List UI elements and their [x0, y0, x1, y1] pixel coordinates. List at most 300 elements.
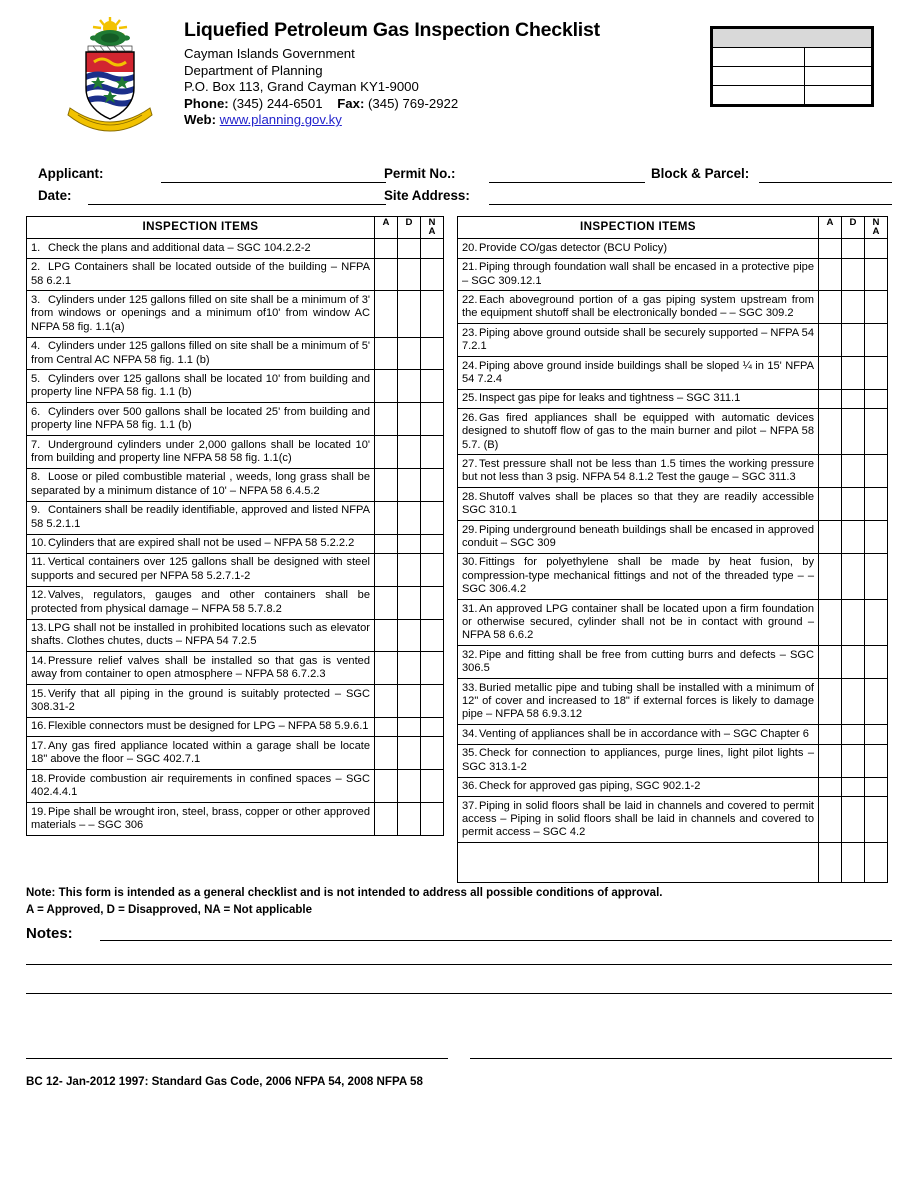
checkbox-not-applicable[interactable] [865, 389, 888, 408]
checkbox-approved[interactable] [819, 777, 842, 796]
checklist-item-text [27, 652, 375, 685]
table-row [458, 389, 888, 408]
checklist-item-label: LPG Containers shall be located outside of the building – NFPA 58 6.2.1 [31, 261, 370, 287]
checkbox-not-applicable[interactable] [865, 409, 888, 455]
checklist-item-text [27, 685, 375, 718]
checkbox-approved[interactable] [819, 843, 842, 883]
checkbox-approved[interactable] [819, 521, 842, 554]
checkbox-disapproved[interactable] [398, 685, 421, 718]
checklist-item-label: Inspect gas pipe for leaks and tightness – SGC 311.1 [479, 392, 741, 405]
checkbox-approved[interactable] [375, 403, 398, 436]
table-row [27, 586, 444, 619]
checkbox-not-applicable[interactable] [865, 679, 888, 725]
checkbox-approved[interactable] [375, 770, 398, 803]
checkbox-not-applicable[interactable] [421, 619, 444, 652]
checkbox-not-applicable[interactable] [865, 553, 888, 599]
checklist-item-text [458, 646, 819, 679]
applicant-input[interactable] [161, 182, 386, 183]
checkbox-disapproved[interactable] [842, 239, 865, 258]
column-header-not-applicable [421, 217, 444, 239]
checklist-item-label: Piping through foundation wall shall be encased in a protective pipe – SGC 309.12.1 [462, 261, 814, 287]
checkbox-not-applicable[interactable] [865, 357, 888, 390]
table-row [27, 239, 444, 258]
checkbox-not-applicable[interactable] [865, 488, 888, 521]
checkbox-not-applicable[interactable] [865, 521, 888, 554]
checklist-item-number: 27. [462, 457, 478, 470]
table-row [458, 797, 888, 843]
legend-note: A = Approved, D = Disapproved, NA = Not applicable [26, 904, 312, 917]
table-row [458, 600, 888, 646]
checklist-item-number: 22. [462, 293, 478, 306]
checklist-item-number: 29. [462, 523, 478, 536]
table-row [27, 770, 444, 803]
checklist-item-text [27, 337, 375, 370]
website-link[interactable]: www.planning.gov.ky [219, 112, 342, 128]
checkbox-not-applicable[interactable] [421, 501, 444, 534]
checkbox-disapproved[interactable] [842, 679, 865, 725]
checklist-item-label: Piping above ground inside buildings shall be sloped ¼ in 15' NFPA 54 7.2.4 [462, 359, 814, 385]
checkbox-approved[interactable] [375, 717, 398, 736]
table-row [458, 744, 888, 777]
checklist-item-label: Containers shall be readily identifiable, approved and listed NFPA 58 5.2.1.1 [31, 504, 370, 530]
checkbox-not-applicable[interactable] [421, 337, 444, 370]
checkbox-disapproved[interactable] [398, 370, 421, 403]
column-header-disapproved: D [842, 217, 865, 239]
checkbox-not-applicable[interactable] [421, 717, 444, 736]
checkbox-not-applicable[interactable] [421, 291, 444, 337]
checkbox-approved[interactable] [819, 409, 842, 455]
checklist-item-text [458, 258, 819, 291]
table-row [458, 239, 888, 258]
checkbox-approved[interactable] [375, 553, 398, 586]
checkbox-approved[interactable] [375, 586, 398, 619]
checkbox-approved[interactable] [819, 553, 842, 599]
checklist-item-label: Valves, regulators, gauges and other containers shall be protected from physical damage – NFPA 58 5.7.8.2 [31, 589, 370, 615]
result-of-inspection-box [710, 26, 874, 107]
na-top: N [428, 217, 436, 228]
checklist-item-number: 26. [462, 411, 478, 424]
notes-section [26, 924, 892, 994]
checklist-item-text [27, 770, 375, 803]
checkbox-disapproved[interactable] [842, 744, 865, 777]
checklist-item-label: Check for connection to appliances, purge lines, light pilot lights – SGC 313.1-2 [462, 747, 814, 773]
column-header-not-applicable [865, 217, 888, 239]
table-header-row [27, 217, 444, 239]
disclaimer-note: Note: This form is intended as a general checklist and is not intended to address all possible conditions of approval. [26, 887, 663, 900]
na-bottom: A [428, 225, 436, 237]
checkbox-not-applicable[interactable] [421, 770, 444, 803]
notes-label: Notes: [26, 925, 73, 943]
department-name: Department of Planning [184, 62, 323, 78]
checkbox-approved[interactable] [375, 239, 398, 258]
checklist-item-number: 36. [462, 780, 478, 793]
checkbox-not-applicable[interactable] [865, 744, 888, 777]
checklist-item-label: Cylinders under 125 gallons filled on site shall be a minimum of 5' from Central AC NFPA 58 fig. 1.1 (b) [31, 340, 370, 366]
table-row [458, 324, 888, 357]
checkbox-not-applicable[interactable] [421, 239, 444, 258]
table-row [458, 291, 888, 324]
checkbox-disapproved[interactable] [842, 291, 865, 324]
table-row [27, 258, 444, 291]
checklist-item-text [27, 586, 375, 619]
checklist-item-label: Gas fired appliances shall be equipped with automatic devices designed to shutoff flow of gas to the main burner and pilot – NFPA 58 5.7. (B) [462, 411, 814, 451]
checklist-item-label: Loose or piled combustible material , weeds, long grass shall be separated by a minimum distance of 10' – NFPA 58 6.4.5.2 [31, 471, 370, 497]
result-label-partial-pass [713, 86, 805, 105]
checkbox-disapproved[interactable] [398, 501, 421, 534]
checklist-table-left [26, 216, 444, 836]
checklist-item-text [458, 777, 819, 796]
checkbox-not-applicable[interactable] [865, 258, 888, 291]
table-row [27, 370, 444, 403]
checkbox-approved[interactable] [375, 803, 398, 836]
checkbox-disapproved[interactable] [398, 619, 421, 652]
checklist-item-label: Check for approved gas piping, SGC 902.1-2 [479, 780, 701, 793]
checklist-item-text [27, 436, 375, 469]
result-row-partial-pass [713, 86, 872, 105]
checklist-item-text [458, 324, 819, 357]
checklist-item-label: Venting of appliances shall be in accordance with – SGC Chapter 6 [479, 727, 809, 740]
permit-no-input[interactable] [489, 182, 645, 183]
checklist-item-number: 4. [31, 340, 41, 353]
table-row [27, 737, 444, 770]
table-row [458, 553, 888, 599]
checklist-item-number: 35. [462, 747, 478, 760]
checkbox-approved[interactable] [375, 501, 398, 534]
checklist-item-number: 17. [31, 739, 47, 752]
checkbox-approved[interactable] [375, 652, 398, 685]
checkbox-not-applicable[interactable] [421, 685, 444, 718]
checkbox-not-applicable[interactable] [421, 436, 444, 469]
column-header-items: INSPECTION ITEMS [27, 217, 375, 239]
column-header-disapproved: D [398, 217, 421, 239]
checkbox-not-applicable[interactable] [865, 239, 888, 258]
checkbox-not-applicable[interactable] [421, 553, 444, 586]
checklist-item-label: Pipe shall be wrought iron, steel, brass, copper or other approved materials – – SGC 306 [31, 805, 370, 831]
checkbox-disapproved[interactable] [398, 468, 421, 501]
checklist-item-text [27, 501, 375, 534]
checkbox-disapproved[interactable] [398, 652, 421, 685]
checkbox-approved[interactable] [819, 258, 842, 291]
checkbox-approved[interactable] [375, 436, 398, 469]
checkbox-disapproved[interactable] [842, 409, 865, 455]
checkbox-disapproved[interactable] [842, 357, 865, 390]
checklist-item-number: 33. [462, 681, 478, 694]
table-row [458, 725, 888, 744]
checklist-column-left [26, 216, 444, 836]
checkbox-not-applicable[interactable] [865, 600, 888, 646]
checklist-item-label: Buried metallic pipe and tubing shall be installed with a minimum of 12" of cover and increased to 18" if external forces is likely to damage pipe – NFPA 58 6.9.3.12 [462, 681, 814, 721]
fax-number: (345) 769-2922 [368, 95, 459, 111]
signature-lines [26, 1058, 892, 1059]
checklist-item-number: 32. [462, 648, 478, 661]
table-row [458, 455, 888, 488]
checklist-item-number: 7. [31, 438, 41, 451]
permit-no-label: Permit No.: [384, 166, 456, 181]
checkbox-disapproved[interactable] [398, 534, 421, 553]
checklist-item-number: 23. [462, 326, 478, 339]
checklist-item-number: 6. [31, 405, 41, 418]
notes-input-1[interactable] [100, 940, 892, 941]
result-row-failed [713, 67, 872, 86]
checklist-item-text [458, 357, 819, 390]
checklist-item-label: Piping underground beneath buildings shall be encased in approved conduit – SGC 309 [462, 523, 814, 549]
checkbox-disapproved[interactable] [842, 600, 865, 646]
checklist-table-right [457, 216, 888, 883]
table-row [458, 258, 888, 291]
checkbox-approved[interactable] [375, 258, 398, 291]
checkbox-disapproved[interactable] [842, 725, 865, 744]
checklist-item-label: Cylinders over 500 gallons shall be located 25' from building and property line NFPA 58 fig. 1.1 (b) [31, 405, 370, 432]
checklist-item-label: Any gas fired appliance located within a garage shall be locate 18" above the floor – SGC 402.7.1 [31, 739, 370, 766]
result-row-pass [713, 48, 872, 67]
checkbox-approved[interactable] [819, 600, 842, 646]
na-bottom: A [872, 225, 880, 237]
checkbox-disapproved[interactable] [398, 770, 421, 803]
checklist-item-text [27, 468, 375, 501]
date-input[interactable] [88, 204, 386, 205]
column-header-approved: A [375, 217, 398, 239]
phone-label: Phone: [184, 95, 229, 111]
checkbox-disapproved[interactable] [398, 803, 421, 836]
checkbox-approved[interactable] [819, 725, 842, 744]
checklist-item-label: Cylinders under 125 gallons filled on site shall be a minimum of 3' from windows or openings and a minimum of10' from window AC NFPA 58 fig. 1.1(a) [31, 293, 370, 333]
checkbox-not-applicable[interactable] [865, 797, 888, 843]
result-label-failed [713, 67, 805, 86]
result-header-row [713, 29, 872, 48]
checkbox-disapproved[interactable] [842, 488, 865, 521]
checklist-item-number: 28. [462, 490, 478, 503]
checklist-item-number: 8. [31, 471, 41, 484]
checklist-item-label: Verify that all piping in the ground is suitably protected – SGC 308.31-2 [31, 687, 370, 714]
checkbox-approved[interactable] [375, 468, 398, 501]
column-header-approved: A [819, 217, 842, 239]
checklist-body-right [458, 239, 888, 883]
checkbox-disapproved[interactable] [398, 291, 421, 337]
checkbox-disapproved[interactable] [842, 389, 865, 408]
checkbox-disapproved[interactable] [842, 797, 865, 843]
date-label: Date: [38, 188, 72, 203]
table-row [27, 403, 444, 436]
checklist-item-number: 25. [462, 392, 478, 405]
checkbox-approved[interactable] [819, 455, 842, 488]
page-header [26, 0, 892, 158]
checklist-item-number: 15. [31, 687, 47, 700]
checkbox-disapproved[interactable] [842, 777, 865, 796]
table-row [458, 843, 888, 883]
checkbox-not-applicable[interactable] [421, 370, 444, 403]
column-header-items: INSPECTION ITEMS [458, 217, 819, 239]
checklist-item-label: Test pressure shall not be less than 1.5 times the working pressure but not less than 3 psig. NFPA 54 8.1.2 Test the gauge – SGC 311.3 [462, 457, 814, 484]
table-row [27, 803, 444, 836]
checkbox-approved[interactable] [819, 291, 842, 324]
checklist-item-text [458, 239, 819, 258]
table-row [458, 409, 888, 455]
checklist-item-label: Provide combustion air requirements in confined spaces – SGC 402.4.4.1 [31, 772, 370, 799]
table-row [27, 619, 444, 652]
checklist-item-label: An approved LPG container shall be located upon a firm foundation or otherwise secured, cylinder shall not be in contact with ground – NFPA 58 6.6.2 [462, 602, 814, 642]
checkbox-approved[interactable] [819, 239, 842, 258]
signature-line-left[interactable] [26, 1058, 448, 1059]
web-label: Web: [184, 112, 216, 128]
checkbox-not-applicable[interactable] [865, 455, 888, 488]
checkbox-not-applicable[interactable] [865, 291, 888, 324]
table-row [458, 357, 888, 390]
checkbox-not-applicable[interactable] [421, 803, 444, 836]
checkbox-not-applicable[interactable] [421, 403, 444, 436]
checklist-item-text [458, 600, 819, 646]
checkbox-disapproved[interactable] [842, 646, 865, 679]
result-heading [713, 29, 872, 48]
checkbox-disapproved[interactable] [842, 521, 865, 554]
checklist-item-number: 16. [31, 720, 47, 733]
checkbox-approved[interactable] [375, 291, 398, 337]
checkbox-approved[interactable] [819, 797, 842, 843]
checkbox-approved[interactable] [819, 744, 842, 777]
checkbox-approved[interactable] [375, 337, 398, 370]
table-row [27, 685, 444, 718]
site-address-label: Site Address: [384, 188, 470, 203]
checklist-item-label: Provide CO/gas detector (BCU Policy) [479, 241, 668, 254]
checkbox-approved[interactable] [375, 685, 398, 718]
checklist-item-text [27, 291, 375, 337]
checklist-columns [26, 216, 892, 883]
checkbox-approved[interactable] [375, 534, 398, 553]
checklist-item-number: 21. [462, 261, 478, 274]
checklist-item-label: Check the plans and additional data – SGC 104.2.2-2 [48, 241, 311, 254]
checklist-item-text [27, 803, 375, 836]
checklist-item-label: Pressure relief valves shall be installed so that gas is vented away from container to open atmosphere – NFPA 58 6.7.2.3 [31, 654, 370, 681]
block-parcel-input[interactable] [759, 182, 892, 183]
checklist-item-number: 31. [462, 602, 478, 615]
signature-line-right[interactable] [470, 1058, 892, 1059]
result-checkbox-failed[interactable] [805, 67, 872, 86]
checkbox-not-applicable[interactable] [421, 468, 444, 501]
checkbox-disapproved[interactable] [842, 324, 865, 357]
checkbox-not-applicable[interactable] [421, 586, 444, 619]
checklist-item-text [27, 737, 375, 770]
checkbox-disapproved[interactable] [842, 843, 865, 883]
checklist-item-text [458, 455, 819, 488]
checkbox-not-applicable[interactable] [421, 652, 444, 685]
checklist-item-label: Piping in solid floors shall be laid in channels and covered to permit access – Piping in solid floors shall be laid in channels and covered to permit access – SGC 4.2 [462, 799, 814, 839]
checklist-item-label: Underground cylinders under 2,000 gallons shall be located 10' from building and property line NFPA 58 58 fig. 1.1(c) [31, 438, 370, 464]
checkbox-approved[interactable] [375, 370, 398, 403]
checklist-item-text [27, 534, 375, 553]
checklist-item-text [27, 717, 375, 736]
na-top: N [872, 217, 880, 228]
checkbox-approved[interactable] [819, 389, 842, 408]
checklist-item-label: LPG shall not be installed in prohibited locations such as elevator shafts. Clothes chutes, ducts – NFPA 54 7.2.5 [31, 622, 370, 648]
checkbox-not-applicable[interactable] [865, 843, 888, 883]
checklist-body-left [27, 239, 444, 836]
checkbox-not-applicable[interactable] [865, 646, 888, 679]
checkbox-not-applicable[interactable] [421, 534, 444, 553]
checklist-item-number: 10. [31, 537, 47, 549]
organization-name: Cayman Islands Government [184, 46, 355, 62]
checkbox-disapproved[interactable] [842, 553, 865, 599]
checkbox-disapproved[interactable] [398, 553, 421, 586]
checkbox-approved[interactable] [375, 619, 398, 652]
checklist-item-text [458, 553, 819, 599]
checklist-item-text [27, 258, 375, 291]
checklist-item-number: 20. [462, 241, 478, 254]
notes-input-2[interactable] [26, 964, 892, 965]
table-header-row [458, 217, 888, 239]
table-row [27, 553, 444, 586]
checkbox-not-applicable[interactable] [865, 324, 888, 357]
checklist-item-label: Flexible connectors must be designed for LPG – NFPA 58 5.9.6.1 [48, 720, 369, 733]
checkbox-approved[interactable] [375, 737, 398, 770]
checklist-item-text [458, 291, 819, 324]
applicant-fields [26, 164, 892, 212]
checkbox-disapproved[interactable] [398, 436, 421, 469]
block-parcel-label: Block & Parcel: [651, 166, 750, 181]
checklist-item-number: 1. [31, 241, 41, 254]
checkbox-not-applicable[interactable] [865, 725, 888, 744]
table-row [27, 501, 444, 534]
result-checkbox-partial-pass[interactable] [805, 86, 872, 105]
notes-input-3[interactable] [26, 993, 892, 994]
checklist-item-text [458, 797, 819, 843]
checkbox-not-applicable[interactable] [421, 258, 444, 291]
checkbox-disapproved[interactable] [398, 586, 421, 619]
checkbox-approved[interactable] [819, 488, 842, 521]
checklist-item-label: Cylinders over 125 gallons shall be located 10' from building and property line NFPA 58 fig. 1.1 (b) [31, 372, 370, 399]
table-row [27, 534, 444, 553]
checklist-item-number: 13. [31, 622, 47, 635]
checkbox-disapproved[interactable] [398, 403, 421, 436]
checklist-item-text [458, 843, 819, 883]
table-row [458, 521, 888, 554]
checkbox-not-applicable[interactable] [865, 777, 888, 796]
checklist-item-text [27, 239, 375, 258]
checklist-item-label: Pipe and fitting shall be free from cutting burrs and defects – SGC 306.5 [462, 648, 814, 675]
checklist-item-number: 3. [31, 293, 41, 306]
checkbox-approved[interactable] [819, 324, 842, 357]
checklist-item-number: 14. [31, 654, 47, 667]
table-row [458, 679, 888, 725]
cayman-islands-coat-of-arms-icon [64, 16, 156, 134]
postal-address: P.O. Box 113, Grand Cayman KY1-9000 [184, 79, 419, 95]
checklist-item-number: 24. [462, 359, 478, 372]
checklist-item-label: Fittings for polyethylene shall be made by heat fusion, by compression-type mechanical fittings and not of the threaded type – – SGC 306.4.2 [462, 556, 814, 596]
checklist-item-text [27, 553, 375, 586]
checkbox-disapproved[interactable] [842, 455, 865, 488]
checkbox-not-applicable[interactable] [421, 737, 444, 770]
checkbox-approved[interactable] [819, 646, 842, 679]
web-line [184, 112, 600, 128]
checklist-item-label: Piping above ground outside shall be securely supported – NFPA 54 7.2.1 [462, 326, 814, 353]
checkbox-disapproved[interactable] [398, 717, 421, 736]
checklist-item-text [458, 521, 819, 554]
checklist-item-text [458, 409, 819, 455]
checkbox-disapproved[interactable] [398, 258, 421, 291]
checklist-item-text [458, 725, 819, 744]
checkbox-disapproved[interactable] [398, 337, 421, 370]
checkbox-disapproved[interactable] [842, 258, 865, 291]
checkbox-disapproved[interactable] [398, 737, 421, 770]
checklist-item-number: 37. [462, 799, 478, 812]
applicant-label: Applicant: [38, 166, 104, 181]
footer-reference: BC 12- Jan-2012 1997: Standard Gas Code, 2006 NFPA 54, 2008 NFPA 58 [26, 1075, 423, 1089]
site-address-input[interactable] [489, 204, 892, 205]
fax-label: Fax: [337, 95, 365, 111]
checkbox-approved[interactable] [819, 679, 842, 725]
header-text-block [184, 20, 600, 128]
checkbox-approved[interactable] [819, 357, 842, 390]
result-checkbox-pass[interactable] [805, 48, 872, 67]
checkbox-disapproved[interactable] [398, 239, 421, 258]
